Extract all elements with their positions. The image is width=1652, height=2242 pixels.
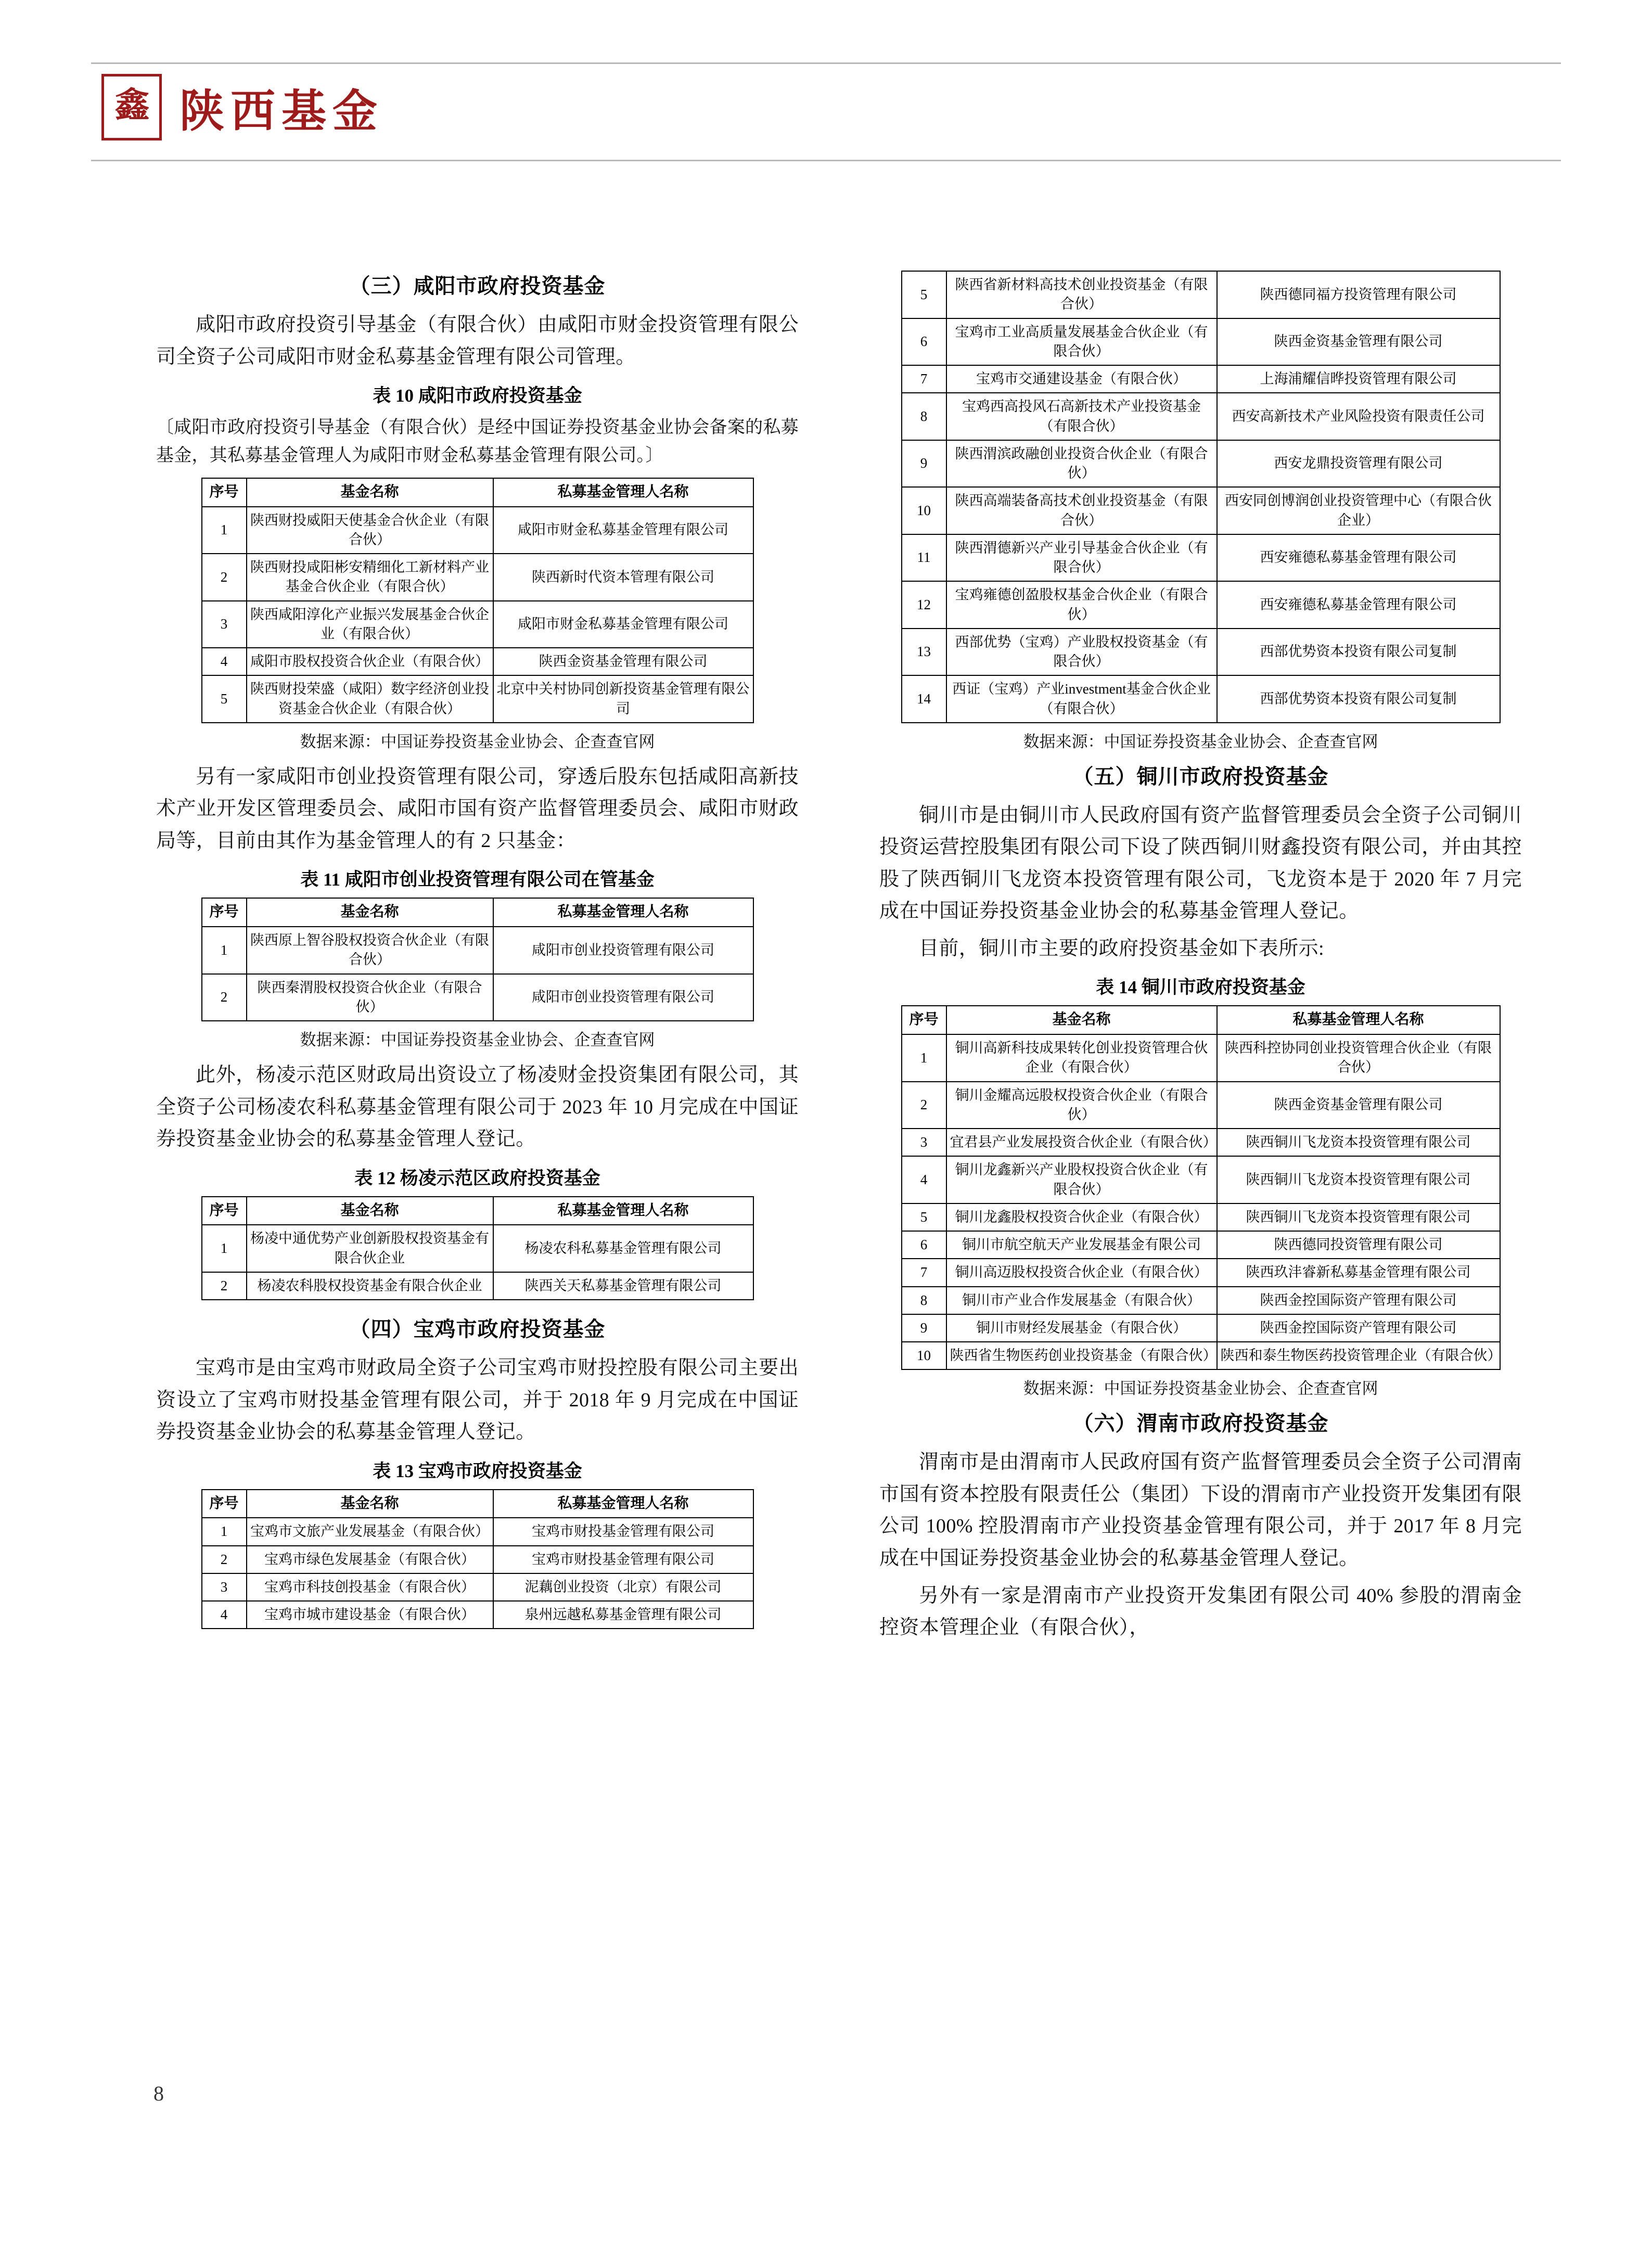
table-header-row bbox=[202, 1490, 753, 1518]
col-header-manager-name: 私募基金管理人名称 bbox=[493, 478, 753, 507]
table-11-title: 表 11 咸阳市创业投资管理有限公司在管基金 bbox=[300, 869, 655, 890]
cell-manager: 西安高新技术产业风险投资有限责任公司 bbox=[1217, 393, 1500, 440]
cell-index: 1 bbox=[202, 507, 247, 554]
table-10 bbox=[201, 478, 754, 723]
cell-fund: 铜川金耀高远股权投资合伙企业（有限合伙） bbox=[946, 1082, 1217, 1129]
table-header-row bbox=[202, 898, 753, 927]
cell-index: 8 bbox=[902, 1287, 946, 1314]
table-row bbox=[202, 648, 753, 675]
cell-index: 14 bbox=[902, 675, 946, 723]
table-row bbox=[202, 1546, 753, 1573]
cell-manager: 陕西关天私募基金管理有限公司 bbox=[493, 1272, 753, 1300]
cell-fund: 陕西省新材料高技术创业投资基金（有限合伙） bbox=[946, 271, 1217, 318]
cell-index: 2 bbox=[202, 1272, 247, 1300]
col-header-fund-name: 基金名称 bbox=[247, 1197, 493, 1225]
page-number: 8 bbox=[153, 2082, 164, 2105]
cell-index: 10 bbox=[902, 1342, 946, 1369]
cell-manager: 陕西金资基金管理有限公司 bbox=[1217, 1082, 1500, 1129]
cell-manager: 陕西金资基金管理有限公司 bbox=[493, 648, 753, 675]
cell-index: 2 bbox=[202, 1546, 247, 1573]
table-row bbox=[202, 1573, 753, 1601]
cell-fund: 铜川市航空航天产业发展基金有限公司 bbox=[946, 1231, 1217, 1259]
cell-fund: 宝鸡雍德创盈股权基金合伙企业（有限合伙） bbox=[946, 581, 1217, 629]
cell-index: 9 bbox=[902, 1314, 946, 1342]
table-header-row bbox=[202, 478, 753, 507]
cell-index: 1 bbox=[202, 1518, 247, 1545]
table-row bbox=[202, 507, 753, 554]
table-row bbox=[902, 393, 1500, 440]
cell-index: 3 bbox=[902, 1129, 946, 1156]
table-row bbox=[902, 534, 1500, 582]
cell-manager: 泥藕创业投资（北京）有限公司 bbox=[493, 1573, 753, 1601]
table-header-row bbox=[202, 1197, 753, 1225]
header-rule-top bbox=[91, 62, 1561, 64]
cell-fund: 杨凌中通优势产业创新股权投资基金有限合伙企业 bbox=[247, 1225, 493, 1272]
cell-fund: 宜君县产业发展投资合伙企业（有限合伙） bbox=[946, 1129, 1217, 1156]
col-header-manager-name: 私募基金管理人名称 bbox=[493, 898, 753, 927]
table-14-title: 表 14 铜川市政府投资基金 bbox=[1096, 977, 1305, 998]
table-row bbox=[202, 1518, 753, 1545]
cell-manager: 陕西德同投资管理有限公司 bbox=[1217, 1231, 1500, 1259]
cell-manager: 陕西新时代资本管理有限公司 bbox=[493, 554, 753, 601]
col-header-index: 序号 bbox=[202, 1490, 247, 1518]
cell-manager: 北京中关村协同创新投资基金管理有限公司 bbox=[493, 675, 753, 723]
section-3-heading: （三）咸阳市政府投资基金 bbox=[349, 274, 606, 298]
cell-fund: 陕西财投威阳天使基金合伙企业（有限合伙） bbox=[247, 507, 493, 554]
section-6-paragraph-2: 另外有一家是渭南市产业投资开发集团有限公司 40% 参股的渭南金控资本管理企业（有限合伙）， bbox=[879, 1584, 1522, 1639]
cell-fund: 陕西财投咸阳彬安精细化工新材料产业基金合伙企业（有限合伙） bbox=[247, 554, 493, 601]
section-4-heading: （四）宝鸡市政府投资基金 bbox=[349, 1317, 606, 1341]
cell-index: 9 bbox=[902, 440, 946, 488]
table-row bbox=[202, 927, 753, 974]
cell-manager: 咸阳市财金私募基金管理有限公司 bbox=[493, 601, 753, 648]
table-row bbox=[202, 554, 753, 601]
table-row bbox=[902, 1129, 1500, 1156]
cell-index: 2 bbox=[202, 554, 247, 601]
table-row bbox=[902, 271, 1500, 318]
cell-fund: 宝鸡市文旅产业发展基金（有限合伙） bbox=[247, 1518, 493, 1545]
cell-fund: 西证（宝鸡）产业investment基金合伙企业（有限合伙） bbox=[946, 675, 1217, 723]
cell-index: 11 bbox=[902, 534, 946, 582]
cell-manager: 西安同创博润创业投资管理中心（有限合伙企业） bbox=[1217, 487, 1500, 534]
col-header-manager-name: 私募基金管理人名称 bbox=[493, 1490, 753, 1518]
cell-manager: 陕西铜川飞龙资本投资管理有限公司 bbox=[1217, 1156, 1500, 1203]
table-row bbox=[202, 1272, 753, 1300]
cell-manager: 咸阳市财金私募基金管理有限公司 bbox=[493, 507, 753, 554]
cell-manager: 西安雍德私募基金管理有限公司 bbox=[1217, 534, 1500, 582]
table-row bbox=[902, 629, 1500, 676]
paragraph-2: 另有一家咸阳市创业投资管理有限公司，穿透后股东包括咸阳高新技术产业开发区管理委员会、咸阳市国有资产监督管理委员会、咸阳市财政局等，目前由其作为基金管理人的有 2 只基金： bbox=[156, 765, 799, 852]
table-row bbox=[902, 1287, 1500, 1314]
cell-fund: 西部优势（宝鸡）产业股权投资基金（有限合伙） bbox=[946, 629, 1217, 676]
col-header-fund-name: 基金名称 bbox=[247, 898, 493, 927]
table-row bbox=[902, 440, 1500, 488]
cell-fund: 铜川龙鑫股权投资合伙企业（有限合伙） bbox=[946, 1203, 1217, 1231]
table-row bbox=[202, 1225, 753, 1272]
col-header-fund-name: 基金名称 bbox=[247, 1490, 493, 1518]
cell-manager: 陕西铜川飞龙资本投资管理有限公司 bbox=[1217, 1129, 1500, 1156]
table-row bbox=[902, 1156, 1500, 1203]
cell-manager: 陕西德同福方投资管理有限公司 bbox=[1217, 271, 1500, 318]
table-10-note: 〔咸阳市政府投资引导基金（有限合伙）是经中国证券投资基金业协会备案的私募基金，其私募基金管理人为咸阳市财金私募基金管理有限公司。〕 bbox=[156, 418, 799, 466]
table-row bbox=[902, 1314, 1500, 1342]
section-5-paragraph-1: 铜川市是由铜川市人民政府国有资产监督管理委员会全资子公司铜川投资运营控股集团有限公司下设了陕西铜川财鑫投资有限公司，并由其控股了陕西铜川飞龙资本投资管理有限公司，飞龙资本是于 2020 年 7 月完成在中国证券投资基金业协会的私募基金管理人登记。 bbox=[879, 804, 1522, 923]
cell-fund: 陕西渭德新兴产业引导基金合伙企业（有限合伙） bbox=[946, 534, 1217, 582]
table-row bbox=[902, 1203, 1500, 1231]
cell-fund: 铜川市财经发展基金（有限合伙） bbox=[946, 1314, 1217, 1342]
cell-index: 4 bbox=[902, 1156, 946, 1203]
cell-fund: 陕西咸阳淳化产业振兴发展基金合伙企业（有限合伙） bbox=[247, 601, 493, 648]
table-header-row bbox=[902, 1006, 1500, 1034]
brand-title: 陕西基金 bbox=[180, 86, 383, 136]
cell-index: 1 bbox=[202, 927, 247, 974]
cell-manager: 咸阳市创业投资管理有限公司 bbox=[493, 927, 753, 974]
cell-fund: 陕西财投荣盛（咸阳）数字经济创业投资基金合伙企业（有限合伙） bbox=[247, 675, 493, 723]
cell-index: 13 bbox=[902, 629, 946, 676]
col-header-manager-name: 私募基金管理人名称 bbox=[493, 1197, 753, 1225]
cell-index: 2 bbox=[902, 1082, 946, 1129]
cell-fund: 陕西渭滨政融创业投资合伙企业（有限合伙） bbox=[946, 440, 1217, 488]
table-13-title: 表 13 宝鸡市政府投资基金 bbox=[373, 1460, 582, 1481]
cell-manager: 上海浦耀信晔投资管理有限公司 bbox=[1217, 365, 1500, 393]
section-5-heading: （五）铜川市政府投资基金 bbox=[1072, 764, 1329, 788]
cell-manager: 西部优势资本投资有限公司复制 bbox=[1217, 629, 1500, 676]
table-13-source: 数据来源：中国证券投资基金业协会、企查查官网 bbox=[1023, 732, 1378, 751]
cell-index: 1 bbox=[902, 1034, 946, 1082]
cell-index: 6 bbox=[902, 318, 946, 366]
cell-index: 5 bbox=[902, 1203, 946, 1231]
cell-manager: 陕西玖沣睿新私募基金管理有限公司 bbox=[1217, 1259, 1500, 1286]
seal-icon: 鑫 bbox=[101, 74, 162, 140]
col-header-index: 序号 bbox=[202, 898, 247, 927]
col-header-index: 序号 bbox=[202, 1197, 247, 1225]
cell-manager: 杨凌农科私募基金管理有限公司 bbox=[493, 1225, 753, 1272]
cell-index: 2 bbox=[202, 974, 247, 1021]
table-row bbox=[902, 318, 1500, 366]
col-header-manager-name: 私募基金管理人名称 bbox=[1217, 1006, 1500, 1034]
cell-fund: 咸阳市股权投资合伙企业（有限合伙） bbox=[247, 648, 493, 675]
cell-fund: 陕西秦渭股权投资合伙企业（有限合伙） bbox=[247, 974, 493, 1021]
table-11-source: 数据来源：中国证券投资基金业协会、企查查官网 bbox=[300, 1031, 655, 1049]
cell-manager: 陕西科控协同创业投资管理合伙企业（有限合伙） bbox=[1217, 1034, 1500, 1082]
table-row bbox=[202, 974, 753, 1021]
cell-fund: 铜川市产业合作发展基金（有限合伙） bbox=[946, 1287, 1217, 1314]
col-header-index: 序号 bbox=[202, 478, 247, 507]
table-row bbox=[202, 1601, 753, 1629]
table-row bbox=[902, 1342, 1500, 1369]
cell-index: 5 bbox=[202, 675, 247, 723]
cell-manager: 宝鸡市财投基金管理有限公司 bbox=[493, 1518, 753, 1545]
table-row bbox=[902, 1082, 1500, 1129]
table-13-continued bbox=[901, 271, 1501, 723]
section-6-paragraph-1: 渭南市是由渭南市人民政府国有资产监督管理委员会全资子公司渭南市国有资本控股有限责任公（集团）下设的渭南市产业投资开发集团有限公司 100% 控股渭南市产业投资基金管理有限公司，并于 2017 年 8 月完成在中国证券投资基金业协会的私募基金管理人登记。 bbox=[879, 1451, 1522, 1569]
cell-fund: 陕西高端装备高技术创业投资基金（有限合伙） bbox=[946, 487, 1217, 534]
cell-fund: 铜川高新科技成果转化创业投资管理合伙企业（有限合伙） bbox=[946, 1034, 1217, 1082]
table-row bbox=[902, 487, 1500, 534]
cell-index: 4 bbox=[202, 648, 247, 675]
cell-fund: 宝鸡市工业高质量发展基金合伙企业（有限合伙） bbox=[946, 318, 1217, 366]
cell-index: 7 bbox=[902, 1259, 946, 1286]
cell-manager: 泉州远越私募基金管理有限公司 bbox=[493, 1601, 753, 1629]
cell-fund: 宝鸡市交通建设基金（有限合伙） bbox=[946, 365, 1217, 393]
page-header bbox=[91, 62, 1561, 161]
table-row bbox=[902, 365, 1500, 393]
cell-manager: 陕西金资基金管理有限公司 bbox=[1217, 318, 1500, 366]
table-14 bbox=[901, 1005, 1501, 1370]
table-row bbox=[902, 1231, 1500, 1259]
table-12 bbox=[201, 1196, 754, 1300]
cell-manager: 西安龙鼎投资管理有限公司 bbox=[1217, 440, 1500, 488]
header-rule-bottom bbox=[91, 160, 1561, 161]
table-row bbox=[902, 1034, 1500, 1082]
table-10-title: 表 10 咸阳市政府投资基金 bbox=[373, 386, 582, 406]
cell-index: 7 bbox=[902, 365, 946, 393]
cell-manager: 西安雍德私募基金管理有限公司 bbox=[1217, 581, 1500, 629]
cell-fund: 宝鸡市绿色发展基金（有限合伙） bbox=[247, 1546, 493, 1573]
cell-manager: 西部优势资本投资有限公司复制 bbox=[1217, 675, 1500, 723]
table-14-source: 数据来源：中国证券投资基金业协会、企查查官网 bbox=[1023, 1379, 1378, 1398]
cell-manager: 陕西铜川飞龙资本投资管理有限公司 bbox=[1217, 1203, 1500, 1231]
cell-index: 10 bbox=[902, 487, 946, 534]
cell-fund: 铜川龙鑫新兴产业股权投资合伙企业（有限合伙） bbox=[946, 1156, 1217, 1203]
section-4-paragraph-1: 宝鸡市是由宝鸡市财政局全资子公司宝鸡市财投控股有限公司主要出资设立了宝鸡市财投基金管理有限公司，并于 2018 年 9 月完成在中国证券投资基金业协会的私募基金管理人登记。 bbox=[156, 1357, 799, 1443]
cell-fund: 陕西省生物医药创业投资基金（有限合伙） bbox=[946, 1342, 1217, 1369]
section-3-paragraph-1: 咸阳市政府投资引导基金（有限合伙）由咸阳市财金投资管理有限公司全资子公司咸阳市财金私募基金管理有限公司管理。 bbox=[156, 314, 799, 368]
table-11 bbox=[201, 898, 754, 1021]
cell-fund: 宝鸡市城市建设基金（有限合伙） bbox=[247, 1601, 493, 1629]
col-header-fund-name: 基金名称 bbox=[946, 1006, 1217, 1034]
section-6-heading: （六）渭南市政府投资基金 bbox=[1072, 1412, 1329, 1436]
cell-manager: 陕西金控国际资产管理有限公司 bbox=[1217, 1314, 1500, 1342]
cell-manager: 陕西和泰生物医药投资管理企业（有限合伙） bbox=[1217, 1342, 1500, 1369]
table-row bbox=[202, 675, 753, 723]
cell-fund: 宝鸡市科技创投基金（有限合伙） bbox=[247, 1573, 493, 1601]
cell-index: 12 bbox=[902, 581, 946, 629]
cell-fund: 宝鸡西高投风石高新技术产业投资基金（有限合伙） bbox=[946, 393, 1217, 440]
section-5-paragraph-2: 目前，铜川市主要的政府投资基金如下表所示: bbox=[919, 937, 1324, 959]
paragraph-3: 此外，杨凌示范区财政局出资设立了杨凌财金投资集团有限公司，其全资子公司杨凌农科私募基金管理有限公司于 2023 年 10 月完成在中国证券投资基金业协会的私募基金管理人登记。 bbox=[156, 1064, 799, 1150]
left-column bbox=[156, 271, 799, 1629]
col-header-index: 序号 bbox=[902, 1006, 946, 1034]
table-row bbox=[902, 1259, 1500, 1286]
table-row bbox=[202, 601, 753, 648]
col-header-fund-name: 基金名称 bbox=[247, 478, 493, 507]
cell-index: 3 bbox=[202, 1573, 247, 1601]
right-column bbox=[879, 271, 1522, 1649]
brand-logo bbox=[101, 74, 383, 140]
cell-fund: 铜川高迈股权投资合伙企业（有限合伙） bbox=[946, 1259, 1217, 1286]
cell-index: 4 bbox=[202, 1601, 247, 1629]
cell-index: 1 bbox=[202, 1225, 247, 1272]
cell-index: 5 bbox=[902, 271, 946, 318]
table-row bbox=[902, 581, 1500, 629]
cell-index: 8 bbox=[902, 393, 946, 440]
cell-fund: 陕西原上智谷股权投资合伙企业（有限合伙） bbox=[247, 927, 493, 974]
cell-index: 6 bbox=[902, 1231, 946, 1259]
cell-manager: 咸阳市创业投资管理有限公司 bbox=[493, 974, 753, 1021]
table-13 bbox=[201, 1489, 754, 1630]
table-row bbox=[902, 675, 1500, 723]
cell-manager: 宝鸡市财投基金管理有限公司 bbox=[493, 1546, 753, 1573]
cell-fund: 杨凌农科股权投资基金有限合伙企业 bbox=[247, 1272, 493, 1300]
table-10-source: 数据来源：中国证券投资基金业协会、企查查官网 bbox=[300, 732, 655, 751]
cell-index: 3 bbox=[202, 601, 247, 648]
table-12-title: 表 12 杨凌示范区政府投资基金 bbox=[354, 1168, 600, 1188]
cell-manager: 陕西金控国际资产管理有限公司 bbox=[1217, 1287, 1500, 1314]
